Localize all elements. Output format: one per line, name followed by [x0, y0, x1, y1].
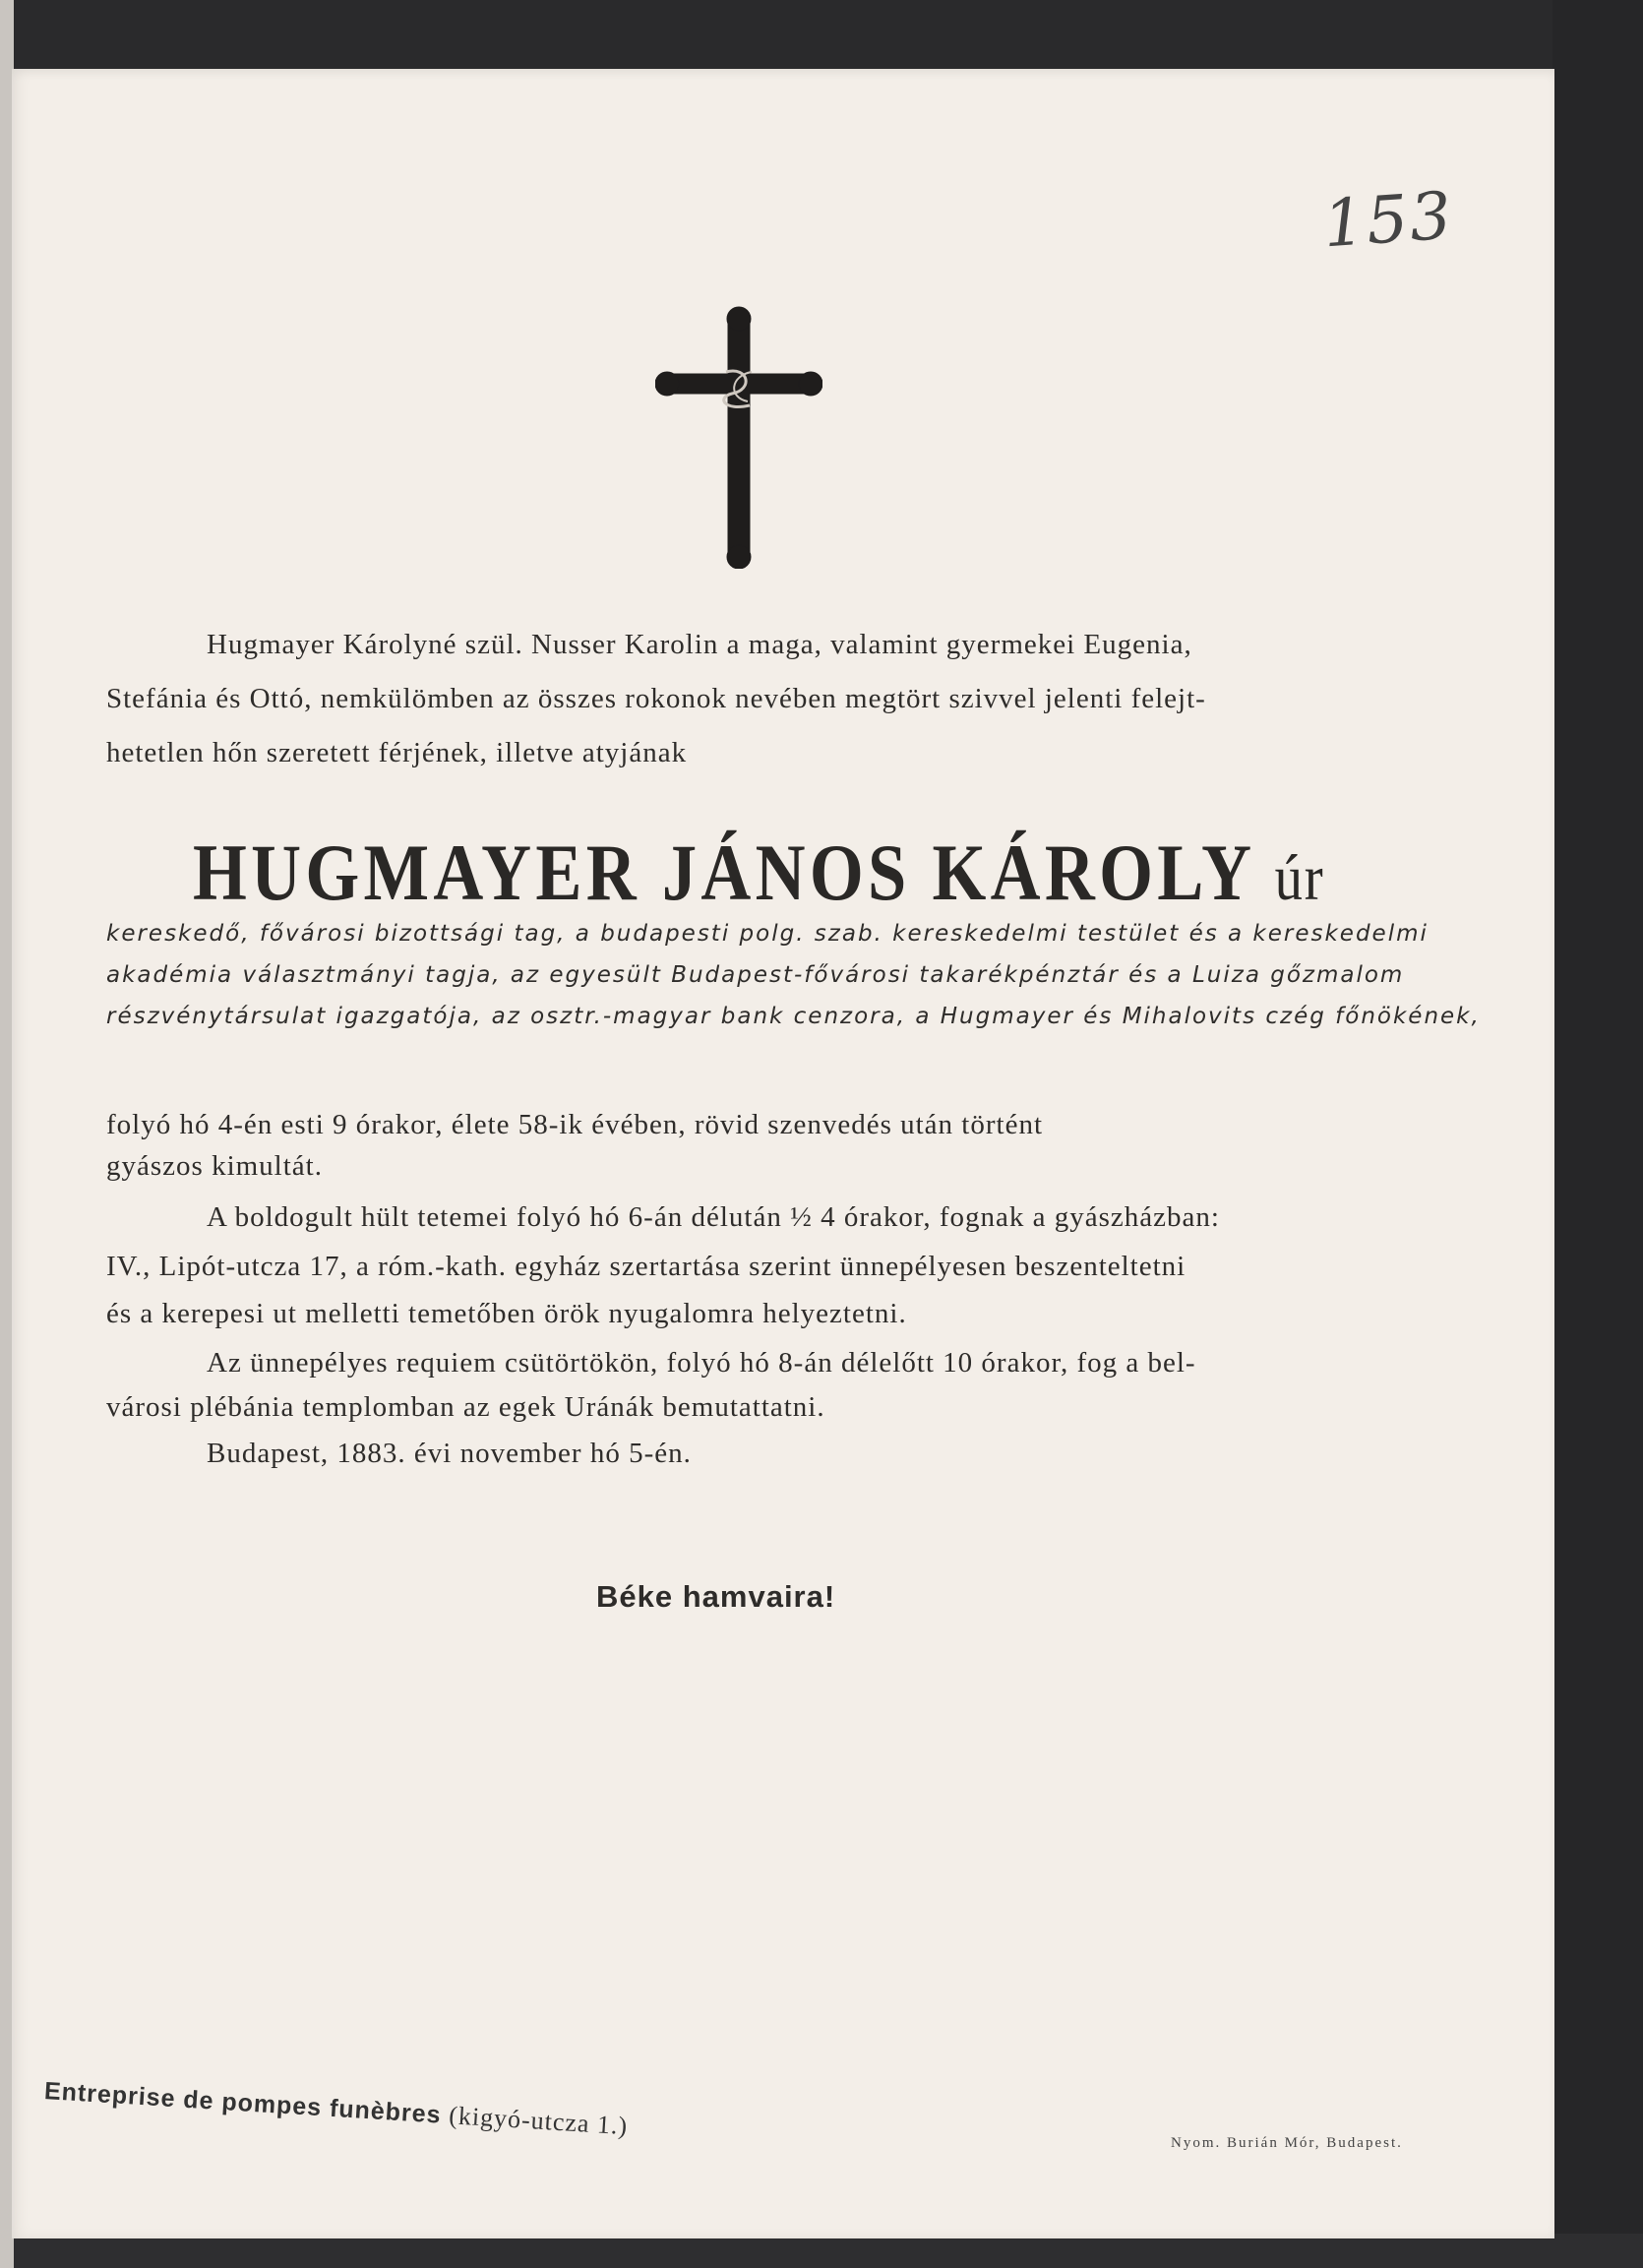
date-line: Budapest, 1883. évi november hó 5-én. [207, 1438, 692, 1469]
death-line-1: folyó hó 4-én esti 9 órakor, élete 58-ik évében, rövid szenvedés után történt [106, 1109, 1043, 1140]
deceased-titles [106, 913, 1481, 1037]
closing-phrase: Béke hamvaira! [596, 1579, 836, 1614]
titles-line-3: részvénytársulat igazgatója, az osztr.-magyar bank cenzora, a Hugmayer és Mihalovits czég főnökének, [106, 1004, 1481, 1029]
requiem-line-2: városi plébánia templomban az egek Uránák bemutattatni. [106, 1391, 825, 1423]
scan-frame-top [0, 0, 1643, 69]
titles-line-1: kereskedő, fővárosi bizottsági tag, a budapesti polg. szab. kereskedelmi testület és a kereskedelmi [106, 921, 1429, 947]
undertaker-name: Entreprise de pompes funèbres [43, 2076, 443, 2129]
deceased-name [193, 827, 1325, 919]
death-line-2: gyászos kimultát. [106, 1150, 323, 1182]
funeral-line-3: és a kerepesi ut melletti temetőben örök nyugalomra helyeztetni. [106, 1298, 907, 1329]
scan-frame-right [1552, 0, 1643, 2268]
handwritten-page-number: 153 [1320, 177, 1456, 263]
requiem-line-1: Az ünnepélyes requiem csütörtökön, folyó hó 8-án délelőtt 10 órakor, fog a bel- [207, 1347, 1196, 1379]
intro-line-2: Stefánia és Ottó, nemkülömben az összes rokonok nevében megtört szivvel jelenti felejt- [106, 683, 1206, 714]
intro-line-1: Hugmayer Károlyné szül. Nusser Karolin a maga, valamint gyermekei Eugenia, [207, 629, 1192, 660]
funeral-line-2: IV., Lipót-utcza 17, a róm.-kath. egyház szertartása szerint ünnepélyesen beszenteltetni [106, 1251, 1187, 1282]
intro-line-3: hetetlen hőn szeretett férjének, illetve atyjának [106, 737, 688, 768]
deceased-honorific: úr [1274, 842, 1325, 914]
undertaker-address: (kigyó-utcza 1.) [448, 2101, 630, 2141]
printer-imprint: Nyom. Burián Mór, Budapest. [1171, 2135, 1403, 2151]
funeral-line-1: A boldogult hült tetemei folyó hó 6-án délután ½ 4 órakor, fognak a gyászházban: [207, 1201, 1220, 1233]
scan-frame-bottom [0, 2234, 1643, 2268]
titles-line-2: akadémia választmányi tagja, az egyesült Budapest-fővárosi takarékpénztár és a Luiza gőzmalom [106, 962, 1405, 988]
cross-icon [655, 303, 822, 569]
deceased-name-text: HUGMAYER JÁNOS KÁROLY [193, 828, 1253, 917]
